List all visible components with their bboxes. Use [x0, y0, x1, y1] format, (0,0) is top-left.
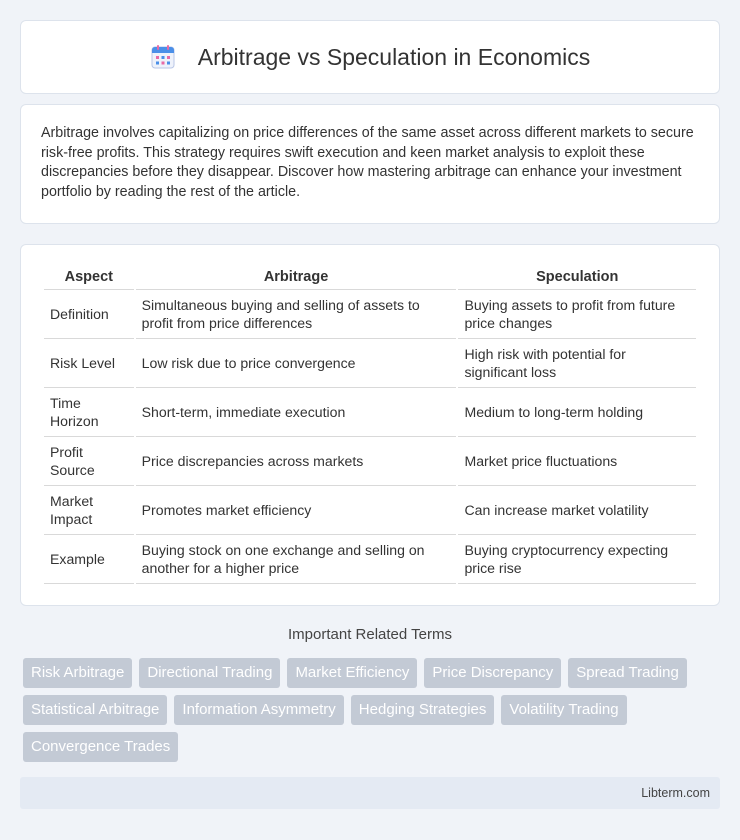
- related-terms-tags: [23, 658, 723, 762]
- related-terms-title: Important Related Terms: [288, 626, 452, 643]
- tag-statistical-arbitrage[interactable]: Statistical Arbitrage: [23, 695, 167, 725]
- row-speculation: Buying cryptocurrency expecting price rise: [458, 535, 696, 584]
- row-speculation: Medium to long-term holding: [458, 388, 696, 437]
- table-row: [44, 437, 696, 486]
- table-row: [44, 339, 696, 388]
- tag-information-asymmetry[interactable]: Information Asymmetry: [174, 695, 343, 725]
- header-arbitrage: Arbitrage: [136, 265, 457, 290]
- tag-volatility-trading[interactable]: Volatility Trading: [501, 695, 626, 725]
- title-wrap: [150, 44, 590, 71]
- table-row: [44, 290, 696, 339]
- row-aspect: Example: [44, 535, 134, 584]
- page-title: Arbitrage vs Speculation in Economics: [197, 43, 591, 70]
- row-speculation: High risk with potential for significant loss: [458, 339, 696, 388]
- tag-price-discrepancy[interactable]: Price Discrepancy: [424, 658, 561, 688]
- row-arbitrage: Short-term, immediate execution: [136, 388, 457, 437]
- table-row: [44, 535, 696, 584]
- table-row: [44, 388, 696, 437]
- comparison-table-card: [20, 244, 720, 606]
- footer-site-link[interactable]: Libterm.com: [641, 786, 710, 800]
- row-arbitrage: Promotes market efficiency: [136, 486, 457, 535]
- row-speculation: Can increase market volatility: [458, 486, 696, 535]
- row-aspect: Market Impact: [44, 486, 134, 535]
- header-aspect: Aspect: [44, 265, 134, 290]
- row-speculation: Market price fluctuations: [458, 437, 696, 486]
- tag-convergence-trades[interactable]: Convergence Trades: [23, 732, 178, 762]
- row-aspect: Time Horizon: [44, 388, 134, 437]
- row-arbitrage: Buying stock on one exchange and selling on another for a higher price: [136, 535, 457, 584]
- row-arbitrage: Low risk due to price convergence: [136, 339, 457, 388]
- header-speculation: Speculation: [458, 265, 696, 290]
- calendar-icon: [150, 44, 176, 70]
- intro-card: [20, 104, 720, 224]
- tag-directional-trading[interactable]: Directional Trading: [139, 658, 280, 688]
- footer: [20, 777, 720, 809]
- header-card: [20, 20, 720, 94]
- row-aspect: Profit Source: [44, 437, 134, 486]
- row-arbitrage: Simultaneous buying and selling of assets to profit from price differences: [136, 290, 457, 339]
- table-row: [44, 486, 696, 535]
- tag-spread-trading[interactable]: Spread Trading: [568, 658, 687, 688]
- table-header-row: [44, 265, 696, 290]
- intro-text: Arbitrage involves capitalizing on price differences of the same asset across different markets to secure risk-free profits. This strategy requires swift execution and keen market analysis to exploit these discrepancies before they disappear. Discover how mastering arbitrage can enhance your investment portfolio by reading the rest of the article.: [41, 125, 694, 200]
- tag-hedging-strategies[interactable]: Hedging Strategies: [351, 695, 495, 725]
- tag-market-efficiency[interactable]: Market Efficiency: [287, 658, 417, 688]
- tag-risk-arbitrage[interactable]: Risk Arbitrage: [23, 658, 132, 688]
- row-speculation: Buying assets to profit from future price changes: [458, 290, 696, 339]
- comparison-table: [42, 265, 698, 584]
- row-aspect: Definition: [44, 290, 134, 339]
- row-aspect: Risk Level: [44, 339, 134, 388]
- row-arbitrage: Price discrepancies across markets: [136, 437, 457, 486]
